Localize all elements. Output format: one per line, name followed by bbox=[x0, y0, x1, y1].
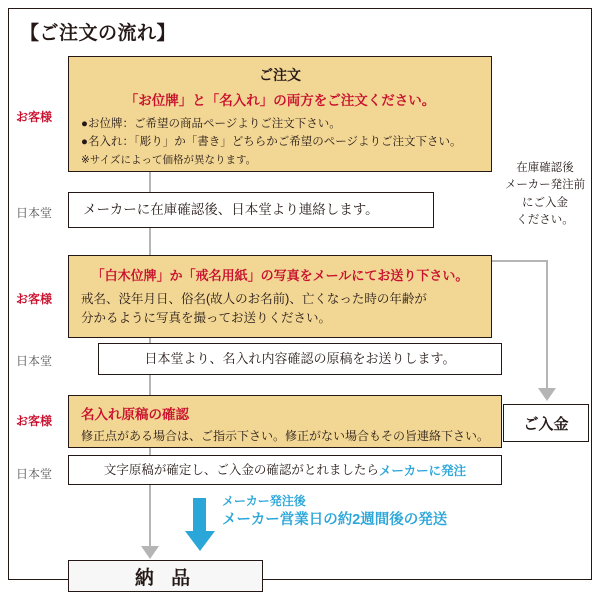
shipping-note bbox=[222, 492, 447, 532]
step-draft-text: 日本堂より、名入れ内容確認の原稿をお送りします。 bbox=[144, 351, 456, 367]
step-send-photo-subheading: 「白木位牌」か「戒名用紙」の写真をメールにてお送り下さい。 bbox=[91, 268, 469, 283]
delivery-box-label: 納 品 bbox=[134, 567, 197, 589]
payment-box bbox=[503, 404, 589, 442]
actor-label-company-1: 日本堂 bbox=[16, 206, 53, 220]
page-title: 【ご注文の流れ】 bbox=[20, 23, 177, 44]
step-send-photo-line-1: 戒名、没年月日、俗名(故人のお名前)、亡くなった時の年齢が bbox=[81, 292, 427, 306]
step-order-subheading: 「お位牌」と「名入れ」の両方をご注文ください。 bbox=[124, 93, 436, 108]
step-order-heading: ご注文 bbox=[259, 67, 301, 83]
blue-arrow-shaft bbox=[193, 498, 206, 533]
arrow-down-to-payment bbox=[538, 388, 556, 401]
step-box-send-photo bbox=[68, 255, 492, 338]
step-maker-text-accent: メーカーに発注 bbox=[378, 464, 467, 478]
actor-label-customer-1: お客様 bbox=[16, 110, 53, 124]
side-note-line-4: ください。 bbox=[516, 213, 574, 226]
shipping-note-line-2: メーカー営業日の約2週間後の発送 bbox=[222, 512, 448, 528]
actor-label-company-2: 日本堂 bbox=[16, 354, 53, 368]
step-box-confirm-draft bbox=[68, 395, 502, 448]
step-box-order-to-maker bbox=[68, 455, 502, 485]
delivery-box bbox=[68, 560, 263, 592]
step-box-order bbox=[68, 56, 492, 172]
step-stock-check-text: メーカーに在庫確認後、日本堂より連絡します。 bbox=[83, 201, 379, 217]
payment-vertical-line bbox=[546, 260, 548, 390]
side-note-line-2: メーカー発注前 bbox=[504, 179, 586, 192]
step-box-draft bbox=[98, 343, 502, 375]
side-note-line-3: にご入金 bbox=[522, 196, 568, 209]
actor-label-customer-2: お客様 bbox=[16, 292, 53, 306]
step-order-line-3: ※サイズによって価格が異なります。 bbox=[81, 153, 257, 166]
side-note-payment-timing bbox=[494, 160, 596, 229]
shipping-note-line-1: メーカー発注後 bbox=[222, 494, 306, 508]
step-confirm-subheading: 名入れ原稿の確認 bbox=[81, 407, 189, 422]
actor-label-customer-3: お客様 bbox=[16, 414, 53, 428]
actor-label-company-3: 日本堂 bbox=[16, 467, 53, 481]
step-maker-text-plain: 文字原稿が確定し、ご入金の確認がとれましたら bbox=[103, 462, 379, 477]
side-note-line-1: 在庫確認後 bbox=[516, 162, 574, 174]
step-send-photo-line-2: 分かるように写真を撮ってお送りください。 bbox=[81, 311, 332, 326]
step-order-line-1: ●お位牌：ご希望の商品ページよりご注文下さい。 bbox=[81, 118, 341, 130]
step-confirm-line-1: 修正点がある場合は、ご指示下さい。修正がない場合もその旨連絡下さい。 bbox=[81, 429, 490, 443]
arrow-down-to-delivery bbox=[141, 546, 159, 559]
step-box-stock-check bbox=[68, 192, 434, 228]
blue-arrow-head bbox=[185, 531, 215, 551]
payment-box-label: ご入金 bbox=[523, 415, 569, 433]
step-order-line-2: ●名入れ：「彫り」か「書き」どちらかご希望のページよりご注文下さい。 bbox=[81, 135, 462, 148]
connector-line-4 bbox=[149, 375, 151, 397]
connector-line-6 bbox=[149, 485, 151, 547]
